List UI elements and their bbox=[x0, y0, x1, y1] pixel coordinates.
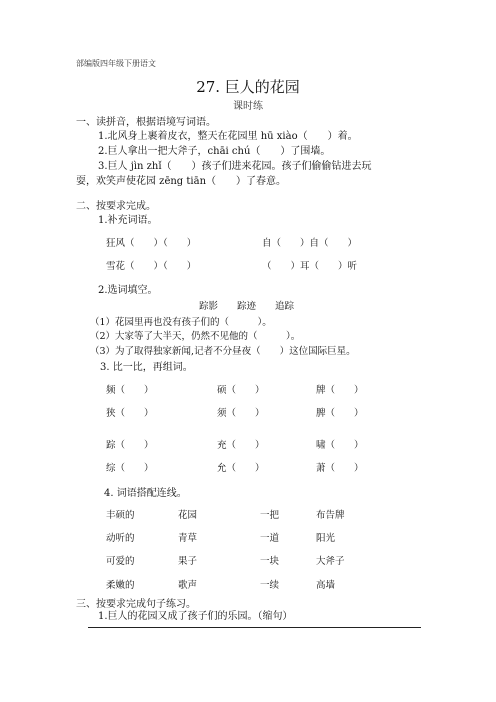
match-right-2-noun: 阳光 bbox=[316, 533, 336, 544]
s1-question-2: 2.巨人拿出一把大斧子，chāi chú（ ）了围墙。 bbox=[98, 146, 331, 157]
match-left-1: 丰硕的 bbox=[106, 510, 135, 521]
match-right-2: 一道 bbox=[260, 533, 280, 544]
part-1-label: 1.补充词语。 bbox=[98, 215, 158, 226]
compare-row-1-b: 硕（ ） bbox=[217, 385, 265, 396]
choose-question-3: （3）为了取得独家新闻,记者不分昼夜（ ）这位国际巨星。 bbox=[90, 346, 356, 357]
compare-row-4-c: 萧（ ） bbox=[316, 463, 364, 474]
choose-question-2: （2）大家等了大半天，仍然不见他的（ ）。 bbox=[90, 331, 301, 342]
match-left-1-noun: 花园 bbox=[178, 510, 198, 521]
compare-row-2-b: 须（ ） bbox=[217, 408, 265, 419]
compare-row-4-b: 允（ ） bbox=[217, 463, 265, 474]
part-3-label: 3. 比一比，再组词。 bbox=[100, 362, 193, 373]
match-right-4-noun: 高墙 bbox=[316, 580, 336, 591]
page-subtitle: 课时练 bbox=[233, 101, 263, 112]
fill-word-2: 自（ ）自（ ） bbox=[262, 238, 358, 249]
word-bank: 踪影 踪迹 追踪 bbox=[199, 301, 295, 312]
compare-row-3-a: 踪（ ） bbox=[106, 440, 154, 451]
part-4-label: 4. 词语搭配连线。 bbox=[104, 488, 187, 499]
match-left-4: 柔嫩的 bbox=[106, 580, 135, 591]
section-2-heading: 二、按要求完成。 bbox=[76, 201, 156, 212]
fill-word-3: 雪花（ ）（ ） bbox=[106, 261, 197, 272]
page-title: 27. 巨人的花园 bbox=[196, 78, 300, 96]
compare-row-2-c: 脾（ ） bbox=[316, 408, 364, 419]
match-right-1: 一把 bbox=[260, 510, 280, 521]
compare-row-1-c: 牌（ ） bbox=[316, 385, 364, 396]
match-right-1-noun: 布告牌 bbox=[316, 510, 345, 521]
match-left-2-noun: 青草 bbox=[178, 533, 198, 544]
section-1-heading: 一、读拼音，根据语境写词语。 bbox=[76, 117, 216, 128]
answer-line bbox=[88, 627, 421, 628]
part-2-label: 2.选词填空。 bbox=[98, 285, 158, 296]
compare-row-3-b: 充（ ） bbox=[217, 440, 265, 451]
compare-row-2-a: 狭（ ） bbox=[106, 408, 154, 419]
compare-row-4-a: 综（ ） bbox=[106, 463, 154, 474]
s1-question-3-line-2: 耍，欢笑声使花园 zēng tiān（ ）了春意。 bbox=[76, 176, 287, 187]
compare-row-1-a: 频（ ） bbox=[106, 385, 154, 396]
match-left-3: 可爱的 bbox=[106, 556, 135, 567]
choose-question-1: （1）花园里再也没有孩子们的（ ）。 bbox=[90, 317, 272, 328]
match-right-3: 一块 bbox=[260, 556, 280, 567]
s3-question-1: 1.巨人的花园又成了孩子们的乐园。（缩句） bbox=[98, 611, 293, 622]
match-left-3-noun: 果子 bbox=[178, 556, 198, 567]
fill-word-1: 狂风（ ）（ ） bbox=[106, 238, 197, 249]
match-right-4: 一续 bbox=[260, 580, 280, 591]
match-left-4-noun: 歌声 bbox=[178, 580, 198, 591]
s1-question-3-line-1: 3.巨人 jìn zhǐ（ ）孩子们进来花园。孩子们偷偷钻进去玩 bbox=[98, 161, 372, 172]
compare-row-3-c: 啸（ ） bbox=[316, 440, 364, 451]
match-right-3-noun: 大斧子 bbox=[316, 556, 345, 567]
match-left-2: 动听的 bbox=[106, 533, 135, 544]
section-3-heading: 三、按要求完成句子练习。 bbox=[76, 599, 196, 610]
fill-word-4: （ ）耳（ ）听 bbox=[262, 261, 358, 272]
grade-header: 部编版四年级下册语文 bbox=[76, 59, 156, 68]
s1-question-1: 1.北风身上裹着皮衣，整天在花园里 hū xiào（ ）着。 bbox=[98, 131, 358, 142]
